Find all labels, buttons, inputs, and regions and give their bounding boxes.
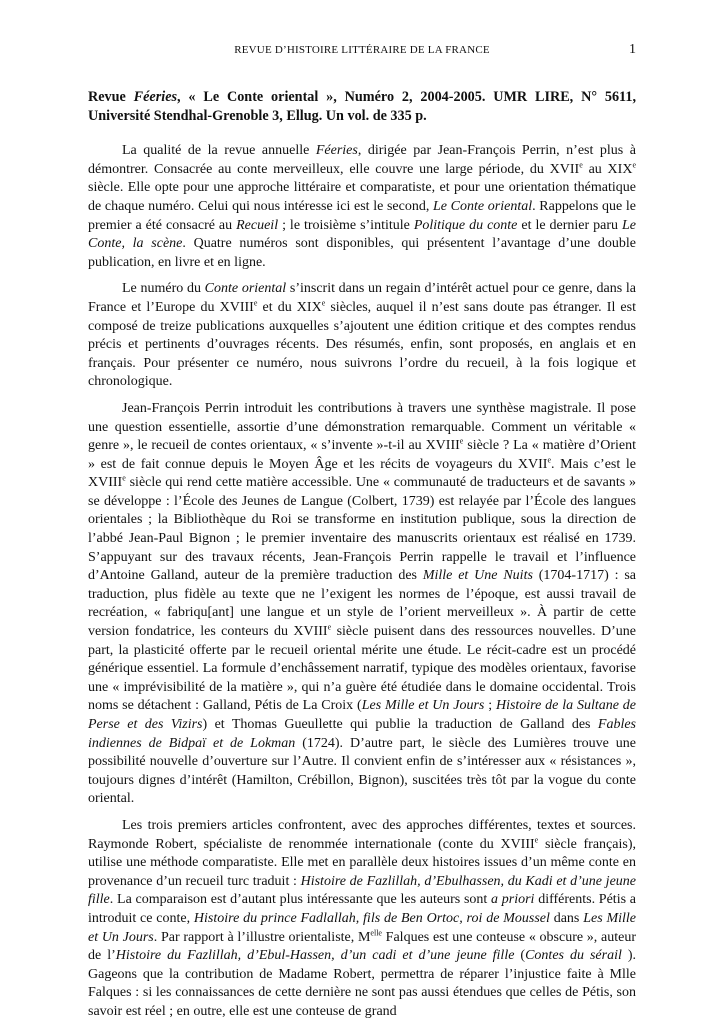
paragraph-1: La qualité de la revue annuelle Féeries, dirigée par Jean-François Perrin, n’est plus à démontrer. Consacrée au conte merveilleux, elle couvre une large période, du XVIIe au XIXe siècle. Elle opte pour une approche littéraire et comparatiste, et pour une orientation thématique de chaque numéro. Celui qui nous intéresse ici est le second, Le Conte oriental. Rappelons que le premier a été consacré au Recueil ; le troisième s’intitule Politique du conte et le dernier paru Le Conte, la scène. Quatre numéros sont disponibles, qui présentent l’avantage d’une double publication, en livre et en ligne. (88, 143, 637, 270)
article-body (88, 88, 636, 1022)
paragraph-4: Les trois premiers articles confrontent, avec des approches différentes, textes et sources. Raymonde Robert, spécialiste de renommée internationale (conte du XVIIIe siècle français), utilise une méthode comparatiste. Elle met en parallèle deux histoires issues d’un même conte en provenance d’un recueil turc traduit : Histoire de Fazlillah, d’Ebulhassen, du Kadi et d’une jeune fille. La comparaison est d’autant plus intéressante que les auteurs sont a priori différents. Pétis a introduit ce conte, Histoire du prince Fadlallah, fils de Ben Ortoc, roi de Moussel dans Les Mille et Un Jours. Par rapport à l’illustre orientaliste, $M^{elle}$ Falques est une conteuse « obscure », auteur de l’Histoire du Fazlillah, d’Ebul-Hassen, d’un cadi et d’une jeune fille (Contes du sérail ). Gageons que la contribution de Madame Robert, permettra de réparer l’injustice faite à Mlle Falques : si les connaissances de cette dernière ne sont pas aussi étendues que celles de Pétis, son savoir est réel ; en outre, elle est une conteuse de grand (88, 817, 637, 1019)
review-title: Revue Féeries, « Le Conte oriental », Numéro 2, 2004-2005. UMR LIRE, N° 5611, Université Stendhal-Grenoble 3, Ellug. Un vol. de 335 p. (88, 89, 636, 124)
running-header: REVUE D’HISTOIRE LITTÉRAIRE DE LA FRANCE (234, 44, 490, 56)
paragraph-3: Jean-François Perrin introduit les contributions à travers une synthèse magistrale. Il pose une question essentielle, assortie d’une démonstration remarquable. Comment un véritable « genre », le recueil de contes orientaux, « s’invente »-t-il au XVIIIe siècle ? La « matière d’Orient » est de fait connue depuis le Moyen Âge et les récits de voyageurs du XVIIe. Mais c’est le XVIIIe siècle qui rend cette matière accessible. Une « communauté de traducteurs et de savants » se développe : l’École des Jeunes de Langue (Colbert, 1739) est relayée par l’École des langues orientales ; la Bibliothèque du Roi se transforme en institution publique, sous la direction de l’abbé Jean-Paul Bignon ; le premier inventaire des manuscrits orientaux est réalisé en 1739. S’appuyant sur des travaux récents, Jean-François Perrin rappelle le travail et l’influence d’Antoine Galland, auteur de la première traduction des Mille et Une Nuits (1704-1717) : sa traduction, plus fidèle au texte que ne l’exigent les normes de l’époque, est aussi travail de recréation, « fabriqu[ant] une langue et un style de l’orient merveilleux ». À partir de cette version fondatrice, les conteurs du XVIIIe siècle puisent dans des ressources nouvelles. D’une part, la plasticité offerte par le recueil oriental mérite une étude. Le récit-cadre est un procédé générique essentiel. La formule d’enchâssement narratif, typique des modèles orientaux, favorise une « imprévisibilité de la matière », qui n’a guère été étudiée dans le domaine occidental. Trois noms se détachent : Galland, Pétis de La Croix (Les Mille et Un Jours ; Histoire de la Sultane de Perse et des Vizirs) et Thomas Gueullette qui publie la traduction de Galland des Fables indiennes de Bidpaï et de Lokman (1724). D’autre part, le siècle des Lumières trouve une possibilité nouvelle d’ouverture sur l’Autre. Il convient enfin de s’intéresser aux « résistances », toujours dignes d’intérêt (Hamilton, Crébillon, Bignon), suscitées très tôt par la vogue du conte oriental. (88, 400, 637, 807)
page-number: 1 (629, 42, 636, 57)
paragraph-2: Le numéro du Conte oriental s’inscrit dans un regain d’intérêt actuel pour ce genre, dans la France et l’Europe du XVIIIe et du XIXe siècles, auquel il n’est sans doute pas étranger. Il est composé de treize publications auxquelles s’ajoutent une édition critique et des comptes rendus précis et pertinents d’ouvrages récents. Des résumés, enfin, sont proposés, en anglais et en français. Pour présenter ce numéro, nous suivrons l’ordre du recueil, à la fois logique et chronologique. (88, 281, 636, 390)
